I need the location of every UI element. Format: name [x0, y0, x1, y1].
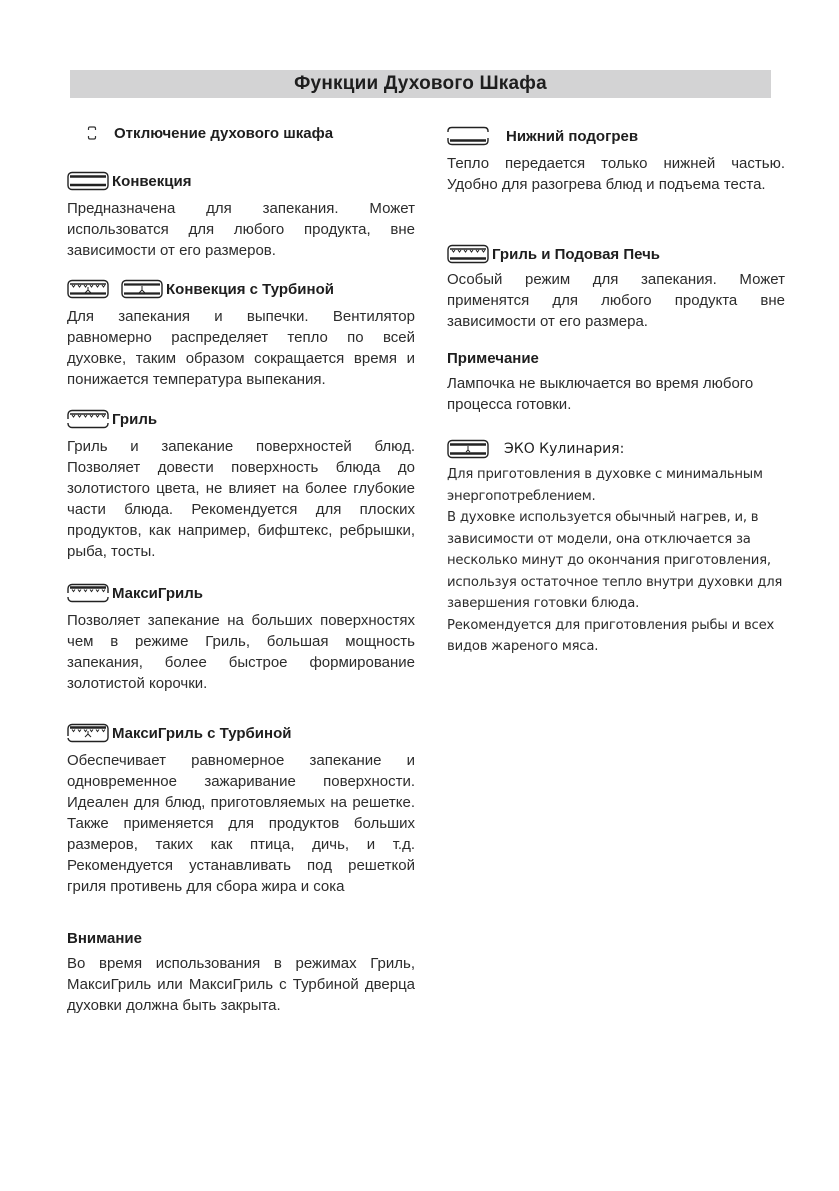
section-heading [447, 125, 785, 147]
bottom-heat-icon [447, 126, 489, 146]
section-convection-fan [67, 278, 415, 390]
grill-icon [67, 409, 109, 429]
section-body: Для запекания и выпечки. Вентилятор равномерно распределяет тепло по всей духовке, таким образом сокращается время и понижается температура выпекания. [67, 308, 415, 388]
eco-paragraph: Рекомендуется для приготовления рыбы и всех видов жареного мяса. [447, 617, 775, 654]
section-body: Позволяет запекание на больших поверхностях чем в режиме Гриль, большая мощность запекания, более быстрое формирование золотистой корочки. [67, 612, 415, 692]
warning-body: Во время использования в режимах Гриль, МаксиГриль или МаксиГриль с Турбиной дверца духовки должна быть закрыта. [67, 955, 415, 1014]
maxi-grill-icon [67, 583, 109, 603]
section-eco [447, 438, 785, 658]
page-title: Функции Духового Шкафа [294, 73, 547, 94]
page-title-bar [70, 70, 771, 98]
section-title: Конвекция с Турбиной [166, 280, 334, 298]
grill-bottom-heat-icon [447, 244, 489, 264]
section-body: Предназначена для запекания. Может использоватся для любого продукта, вне зависимости от его размеров. [67, 200, 415, 259]
section-title: Гриль [112, 410, 158, 428]
section-bottom-heat [447, 125, 785, 195]
section-oven-off [67, 122, 415, 144]
oven-off-icon [87, 126, 97, 140]
eco-paragraph: В духовке используется обычный нагрев, и, в зависимости от модели, она отключается за несколько минут до окончания приготовления, используя остаточное тепло внутри духовки для завершения готовки блюда. [447, 510, 783, 611]
note-body: Лампочка не выключается во время любого процесса готовки. [447, 375, 754, 413]
section-title: МаксиГриль [112, 584, 203, 602]
section-body: Тепло передается только нижней частью. Удобно для разогрева блюд и подъема теста. [447, 155, 785, 193]
grill-fan-icon [67, 279, 109, 299]
section-heading [447, 243, 785, 265]
maxi-grill-fan-icon [67, 723, 109, 743]
section-heading [67, 122, 415, 144]
section-heading [67, 170, 415, 192]
eco-paragraph: Для приготовления в духовке с минимальным энергопотреблением. [447, 467, 763, 504]
section-heading [67, 278, 415, 300]
section-grill-bottom-heat [447, 243, 785, 332]
section-warning [67, 930, 415, 1016]
section-body: Обеспечивает равномерное запекание и одновременное зажаривание поверхности. Идеален для блюд, приготовляемых на решетке. Также применяется для продуктов больших размеров, таких как птица, дичь, и т.д. Рекомендуется устанавливать под решеткой гриля противень для сбора жира и сока [67, 752, 415, 895]
section-heading [447, 438, 785, 460]
section-title: Отключение духового шкафа [114, 124, 334, 142]
section-heading [67, 408, 415, 430]
note-heading: Примечание [447, 350, 539, 367]
section-maxi-grill-fan [67, 722, 415, 897]
section-heading [67, 582, 415, 604]
section-title: Нижний подогрев [506, 127, 639, 145]
section-title: МаксиГриль с Турбиной [112, 724, 292, 742]
section-title: ЭКО Кулинария: [504, 441, 625, 457]
section-note [447, 350, 785, 415]
section-grill [67, 408, 415, 562]
section-maxi-grill [67, 582, 415, 694]
section-body: Гриль и запекание поверхностей блюд. Позволяет довести поверхность блюда до золотистого цвета, не влияет на более глубокие части блюда. Рекомендуется для плоских продуктов, как например, бифштекс, ребрышки, рыба, тосты. [67, 438, 415, 560]
warning-heading: Внимание [67, 930, 142, 947]
section-title: Гриль и Подовая Печь [492, 245, 661, 263]
section-convection [67, 170, 415, 261]
section-body: Особый режим для запекания. Может применятся для любого продукта вне зависимости от его размера. [447, 271, 785, 330]
section-heading [67, 722, 415, 744]
section-title: Конвекция [112, 172, 192, 190]
convection-fan-icon [121, 279, 163, 299]
eco-cooking-icon [447, 439, 489, 459]
convection-icon [67, 171, 109, 191]
